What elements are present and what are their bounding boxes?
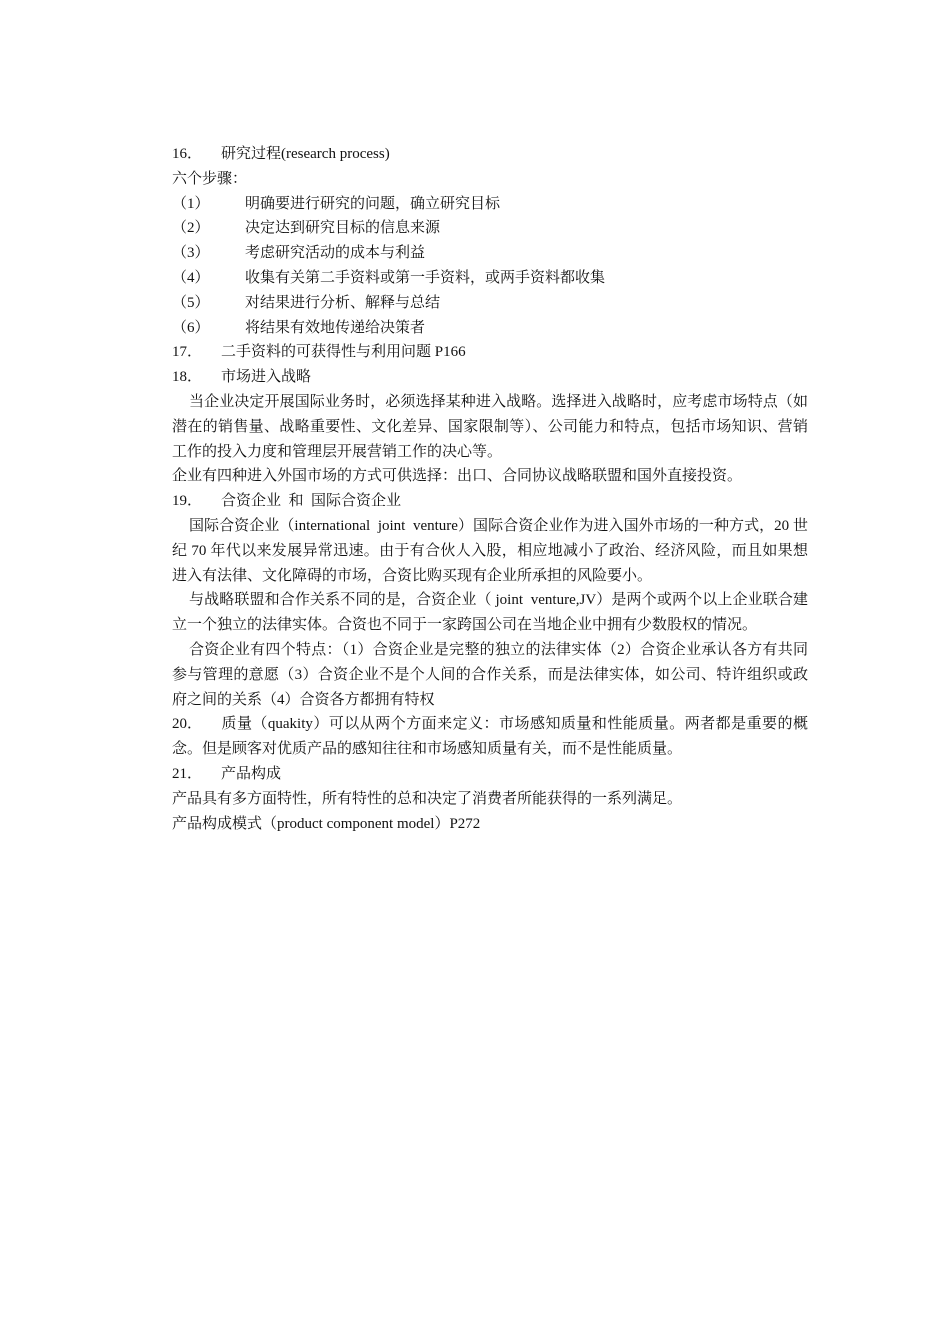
section-19-paragraph-2: 与战略联盟和合作关系不同的是，合资企业（ joint venture,JV）是两个或两个以上企业联合建立一个独立的法律实体。合资也不同于一家跨国公司在当地企业中拥有少数股权的情况。 bbox=[172, 592, 808, 634]
step-text: 明确要进行研究的问题，确立研究目标 bbox=[245, 195, 501, 212]
step-item bbox=[172, 266, 808, 291]
section-21-paragraph-1: 产品具有多方面特性，所有特性的总和决定了消费者所能获得的一系列满足。 bbox=[172, 790, 683, 807]
section-19-heading bbox=[172, 489, 808, 514]
section-number: 19． bbox=[172, 493, 203, 510]
step-text: 考虑研究活动的成本与利益 bbox=[245, 245, 426, 262]
step-item bbox=[172, 291, 808, 316]
section-number: 17． bbox=[172, 344, 203, 361]
step-text: 对结果进行分析、解释与总结 bbox=[245, 294, 441, 311]
step-item bbox=[172, 192, 808, 217]
section-title: 合资企业 和 国际合资企业 bbox=[221, 493, 402, 510]
section-21-paragraph-2: 产品构成模式（product component model）P272 bbox=[172, 815, 481, 832]
step-text: 收集有关第二手资料或第一手资料，或两手资料都收集 bbox=[245, 269, 606, 286]
section-number: 20． bbox=[172, 716, 203, 733]
section-18-paragraph-2: 企业有四种进入外国市场的方式可供选择：出口、合同协议战略联盟和国外直接投资。 bbox=[172, 468, 743, 485]
section-number: 18． bbox=[172, 369, 203, 386]
section-number: 16． bbox=[172, 146, 203, 162]
section-17-heading bbox=[172, 340, 808, 365]
step-number: （4） bbox=[172, 269, 210, 286]
step-number: （1） bbox=[172, 195, 210, 212]
section-title: 研究过程(research process) bbox=[221, 146, 390, 162]
step-text: 决定达到研究目标的信息来源 bbox=[245, 220, 441, 237]
step-item bbox=[172, 241, 808, 266]
step-number: （5） bbox=[172, 294, 210, 311]
step-number: （3） bbox=[172, 245, 210, 262]
step-number: （6） bbox=[172, 319, 210, 336]
section-title: 市场进入战略 bbox=[221, 369, 312, 386]
step-text: 将结果有效地传递给决策者 bbox=[245, 319, 426, 336]
section-19-paragraph-3: 合资企业有四个特点：（1）合资企业是完整的独立的法律实体（2）合资企业承认各方有共同参与管理的意愿（3）合资企业不是个人间的合作关系，而是法律实体，如公司、特许组织或政府之间的关系（4）合资各方都拥有特权 bbox=[172, 641, 808, 708]
section-18-heading bbox=[172, 365, 808, 390]
section-text: 质量（quakity）可以从两个方面来定义：市场感知质量和性能质量。两者都是重要的概念。但是顾客对优质产品的感知往往和市场感知质量有关，而不是性能质量。 bbox=[172, 716, 808, 758]
section-title: 二手资料的可获得性与利用问题 P166 bbox=[221, 344, 466, 361]
step-item bbox=[172, 316, 808, 341]
document-page bbox=[172, 142, 808, 836]
step-item bbox=[172, 216, 808, 241]
section-16-heading bbox=[172, 142, 808, 167]
section-20-paragraph bbox=[172, 712, 808, 762]
section-18-paragraph-1: 当企业决定开展国际业务时，必须选择某种进入战略。选择进入战略时，应考虑市场特点（如潜在的销售量、战略重要性、文化差异、国家限制等）、公司能力和特点，包括市场知识、营销工作的投入力度和管理层开展营销工作的决心等。 bbox=[172, 393, 808, 460]
step-number: （2） bbox=[172, 220, 210, 237]
section-19-paragraph-1: 国际合资企业（international joint venture）国际合资企业作为进入国外市场的一种方式，20 世纪 70 年代以来发展异常迅速。由于有合伙人入股，相应地减小了政治、经济风险，而且如果想进入有法律、文化障碍的市场，合资比购买现有企业所承担的风险要小。 bbox=[172, 517, 808, 584]
section-title: 产品构成 bbox=[221, 765, 282, 782]
section-number: 21． bbox=[172, 765, 203, 782]
section-16-intro: 六个步骤： bbox=[172, 170, 248, 187]
section-21-heading bbox=[172, 762, 808, 787]
